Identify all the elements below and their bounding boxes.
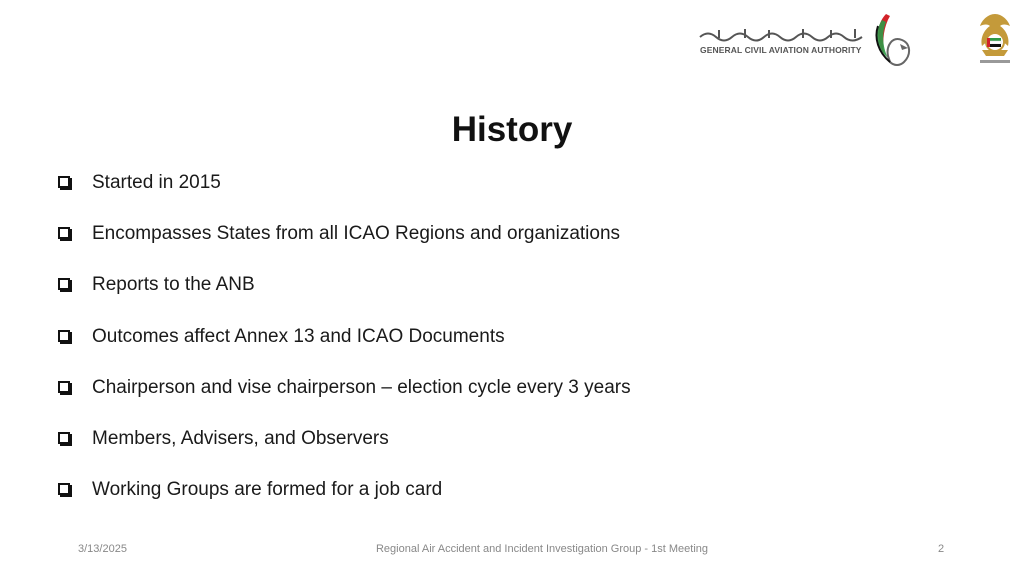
checkbox-bullet-icon bbox=[58, 278, 70, 290]
bullet-text: Outcomes affect Annex 13 and ICAO Documents bbox=[92, 325, 505, 347]
bullet-text: Working Groups are formed for a job card bbox=[92, 479, 443, 501]
list-item bbox=[58, 274, 631, 325]
uae-emblem-icon bbox=[974, 10, 1016, 68]
bullet-text: Chairperson and vise chairperson – election cycle every 3 years bbox=[92, 376, 631, 398]
falcon-logo-icon bbox=[872, 10, 916, 68]
list-item bbox=[58, 428, 631, 479]
slide-title: History bbox=[451, 110, 573, 149]
checkbox-bullet-icon bbox=[58, 227, 70, 239]
bullet-list bbox=[58, 172, 631, 530]
footer-title: Regional Air Accident and Incident Investigation Group - 1st Meeting bbox=[375, 543, 709, 555]
footer-date: 3/13/2025 bbox=[78, 543, 127, 555]
gcaa-arabic-name bbox=[698, 28, 864, 42]
list-item bbox=[58, 377, 631, 428]
gcaa-logo bbox=[698, 28, 868, 58]
list-item bbox=[58, 479, 631, 530]
bullet-text: Started in 2015 bbox=[92, 172, 221, 193]
checkbox-bullet-icon bbox=[58, 381, 70, 393]
gcaa-english-name: GENERAL CIVIL AVIATION AUTHORITY bbox=[700, 45, 862, 55]
bullet-text: Members, Advisers, and Observers bbox=[92, 427, 389, 449]
checkbox-bullet-icon bbox=[58, 176, 70, 188]
list-item bbox=[58, 172, 631, 223]
page-number: 2 bbox=[938, 543, 945, 555]
checkbox-bullet-icon bbox=[58, 483, 70, 495]
list-item bbox=[58, 223, 631, 274]
checkbox-bullet-icon bbox=[58, 330, 70, 342]
bullet-text: Reports to the ANB bbox=[92, 274, 255, 296]
list-item bbox=[58, 326, 631, 377]
bullet-text: Encompasses States from all ICAO Regions and organizations bbox=[92, 223, 621, 245]
checkbox-bullet-icon bbox=[58, 432, 70, 444]
